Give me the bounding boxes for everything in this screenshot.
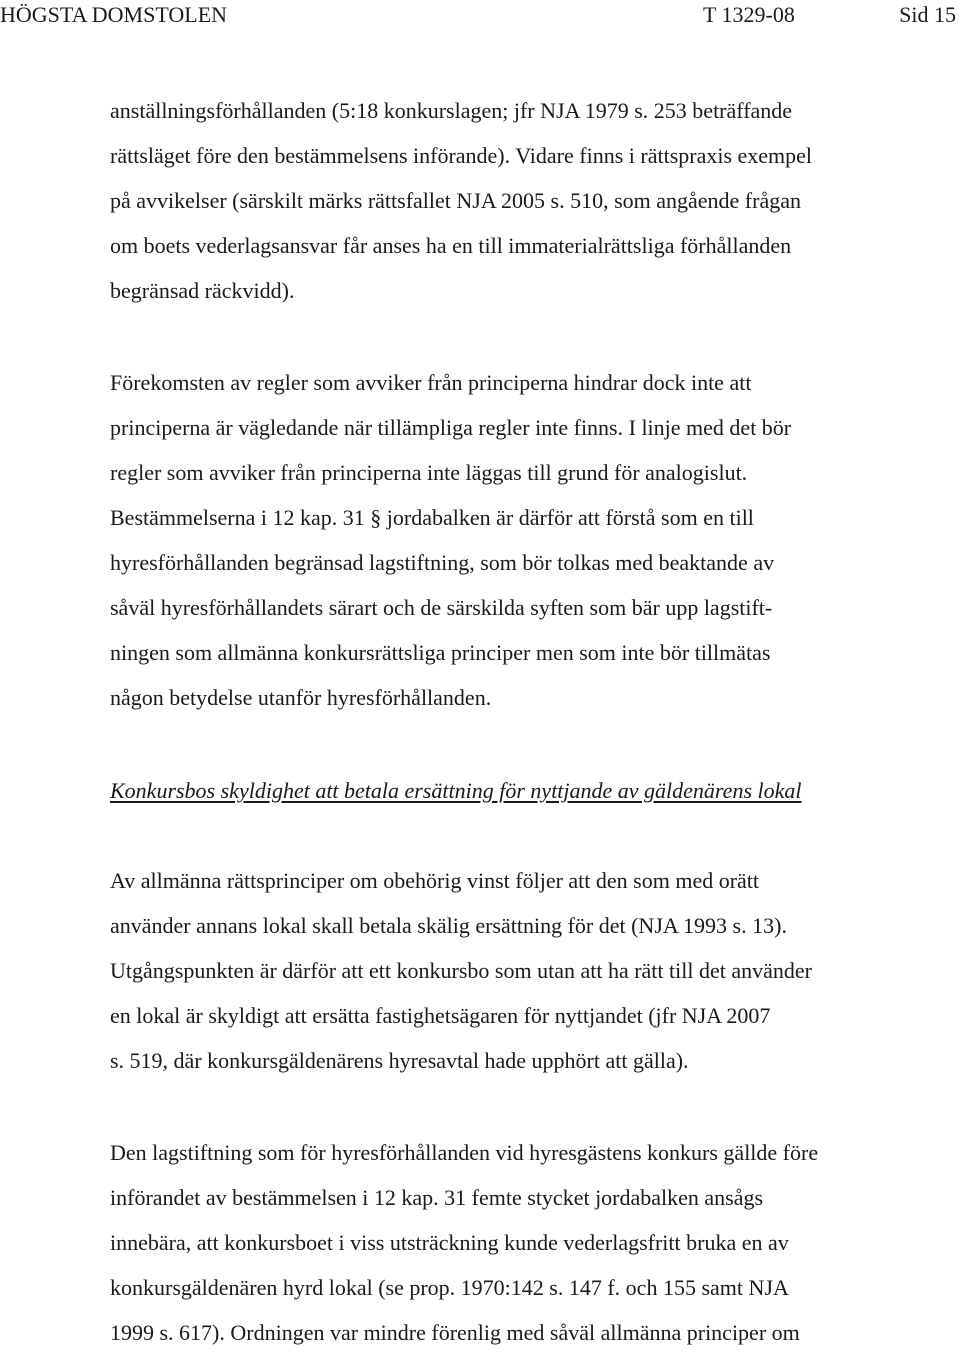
text-line: på avvikelser (särskilt märks rättsfallet NJA 2005 s. 510, som angående frågan [110, 188, 801, 213]
text-line: någon betydelse utanför hyresförhållanden. [110, 685, 492, 710]
text-line: rättsläget före den bestämmelsens införande). Vidare finns i rättspraxis exempel [110, 143, 813, 168]
text-line: Bestämmelserna i 12 kap. 31 § jordabalken är därför att förstå som en till [110, 505, 754, 530]
text-line: en lokal är skyldigt att ersätta fastighetsägaren för nyttjandet (jfr NJA 2007 [110, 1003, 771, 1028]
text-line: begränsad räckvidd). [110, 278, 295, 303]
case-number: T 1329-08 [703, 2, 795, 27]
text-line: principerna är vägledande när tillämpliga regler inte finns. I linje med det bör [110, 415, 792, 440]
text-line: regler som avviker från principerna inte läggas till grund för analogislut. [110, 460, 748, 485]
text-line: Den lagstiftning som för hyresförhållanden vid hyresgästens konkurs gällde före [110, 1140, 819, 1165]
text-line: använder annans lokal skall betala skälig ersättning för det (NJA 1993 s. 13). [110, 913, 787, 938]
text-line: ningen som allmänna konkursrättsliga principer men som inte bör tillmätas [110, 640, 771, 665]
text-line: om boets vederlagsansvar får anses ha en till immaterialrättsliga förhållanden [110, 233, 792, 258]
text-line: konkursgäldenären hyrd lokal (se prop. 1970:142 s. 147 f. och 155 samt NJA [110, 1275, 789, 1300]
paragraph-1 [110, 88, 960, 313]
text-line: anställningsförhållanden (5:18 konkurslagen; jfr NJA 1979 s. 253 beträffande [110, 98, 793, 123]
text-line: såväl hyresförhållandets särart och de särskilda syften som bär upp lagstift- [110, 595, 773, 620]
page-number: Sid 15 [899, 2, 956, 27]
text-line: 1999 s. 617). Ordningen var mindre förenlig med såväl allmänna principer om [110, 1320, 800, 1345]
text-line: Utgångspunkten är därför att ett konkursbo som utan att ha rätt till det använder [110, 958, 812, 983]
text-line: Av allmänna rättsprinciper om obehörig vinst följer att den som med orätt [110, 868, 760, 893]
text-line: införandet av bestämmelsen i 12 kap. 31 femte stycket jordabalken ansågs [110, 1185, 764, 1210]
court-name: HÖGSTA DOMSTOLEN [0, 2, 228, 27]
paragraph-3 [110, 858, 960, 1083]
text-line: hyresförhållanden begränsad lagstiftning, som bör tolkas med beaktande av [110, 550, 775, 575]
page-header [0, 0, 960, 30]
paragraph-2 [110, 360, 960, 720]
text-line: innebära, att konkursboet i viss utsträckning kunde vederlagsfritt bruka en av [110, 1230, 789, 1255]
section-heading: Konkursbos skyldighet att betala ersättning för nyttjande av gäldenärens lokal [110, 778, 802, 803]
text-line: s. 519, där konkursgäldenärens hyresavtal hade upphört att gälla). [110, 1048, 689, 1073]
paragraph-4 [110, 1130, 960, 1355]
text-line: Förekomsten av regler som avviker från principerna hindrar dock inte att [110, 370, 752, 395]
